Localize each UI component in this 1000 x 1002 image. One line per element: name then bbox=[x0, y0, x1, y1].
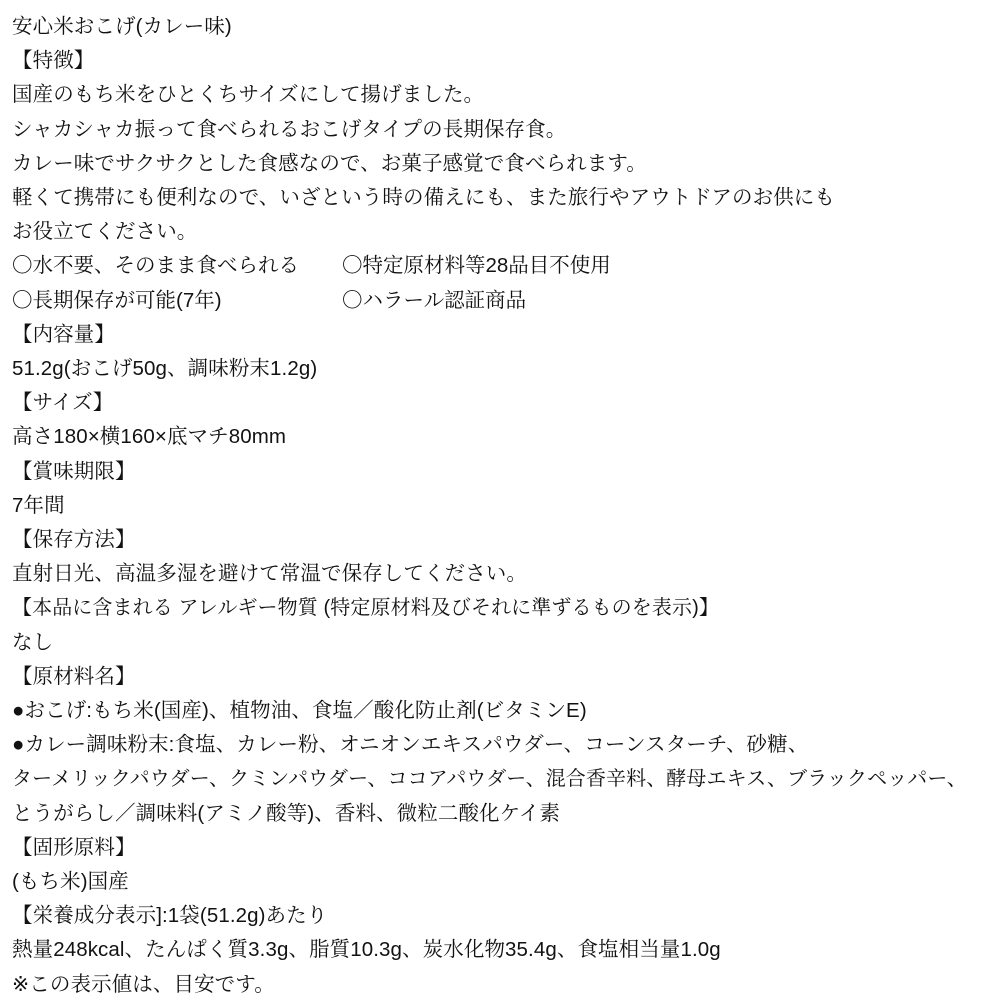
product-title: 安心米おこげ(カレー味) bbox=[12, 15, 232, 38]
solid-material-value: (もち米)国産 bbox=[12, 870, 129, 894]
ingredients-line-2: ●カレー調味粉末:食塩、カレー粉、オニオンエキスパウダー、コーンスターチ、砂糖、 bbox=[12, 733, 809, 757]
feature-mark-long-storage: 〇長期保存が可能(7年) bbox=[12, 288, 222, 312]
nutrition-heading: 【栄養成分表示]:1袋(51.2g)あたり bbox=[12, 904, 328, 928]
allergy-heading: 【本品に含まれる アレルギー物質 (特定原材料及びそれに準ずるものを表示)】 bbox=[12, 597, 719, 620]
size-value: 高さ180×横160×底マチ80mm bbox=[12, 425, 287, 449]
ingredients-line-4: とうがらし／調味料(アミノ酸等)、香料、微粒二酸化ケイ素 bbox=[12, 801, 561, 825]
feature-marks-row-1 bbox=[12, 249, 988, 283]
volume-value: 51.2g(おこげ50g、調味粉末1.2g) bbox=[12, 357, 318, 381]
ingredients-line-1: ●おこげ:もち米(国産)、植物油、食塩／酸化防止剤(ビタミンE) bbox=[12, 699, 587, 723]
best-before-heading: 【賞味期限】 bbox=[12, 459, 136, 483]
nutrition-value: 熱量248kcal、たんぱく質3.3g、脂質10.3g、炭水化物35.4g、食塩相当量1.0g bbox=[12, 938, 721, 962]
ingredients-heading: 【原材料名】 bbox=[12, 664, 136, 688]
feature-mark-halal: 〇ハラール認証商品 bbox=[342, 288, 527, 312]
feature-mark-allergen-free: 〇特定原材料等28品目不使用 bbox=[342, 254, 611, 278]
best-before-value: 7年間 bbox=[12, 493, 65, 517]
features-line-3: カレー味でサクサクとした食感なので、お菓子感覚で食べられます。 bbox=[12, 151, 647, 175]
features-heading: 【特徴】 bbox=[12, 49, 95, 73]
storage-value: 直射日光、高温多湿を避けて常温で保存してください。 bbox=[12, 562, 527, 586]
feature-marks-row-2 bbox=[12, 284, 988, 318]
storage-heading: 【保存方法】 bbox=[12, 528, 136, 552]
features-line-4: 軽くて携帯にも便利なので、いざという時の備えにも、また旅行やアウトドアのお供にも bbox=[12, 186, 835, 210]
features-line-5: お役立てください。 bbox=[12, 220, 198, 244]
nutrition-note: ※この表示値は、目安です。 bbox=[12, 972, 275, 996]
features-line-1: 国産のもち米をひとくちサイズにして揚げました。 bbox=[12, 83, 485, 107]
allergy-value: なし bbox=[12, 630, 54, 654]
features-line-2: シャカシャカ振って食べられるおこげタイプの長期保存食。 bbox=[12, 117, 567, 141]
size-heading: 【サイズ】 bbox=[12, 391, 114, 415]
volume-heading: 【内容量】 bbox=[12, 322, 115, 346]
solid-material-heading: 【固形原料】 bbox=[12, 835, 136, 859]
feature-mark-no-water: 〇水不要、そのまま食べられる bbox=[12, 254, 299, 278]
ingredients-line-3: ターメリックパウダー、クミンパウダー、ココアパウダー、混合香辛料、酵母エキス、ブラックペッパー、 bbox=[12, 768, 967, 791]
